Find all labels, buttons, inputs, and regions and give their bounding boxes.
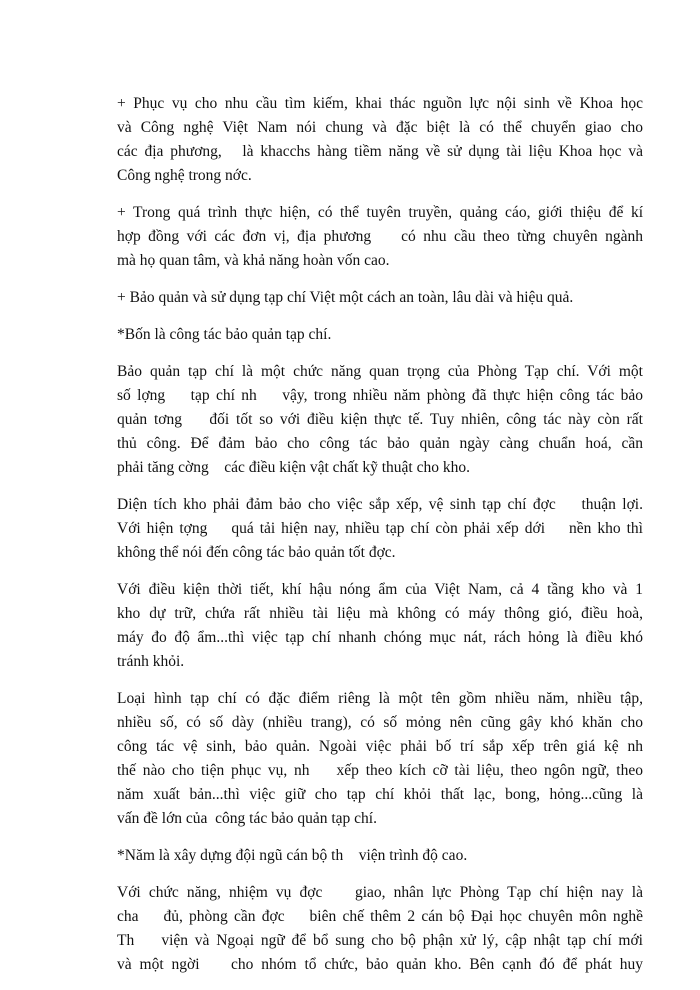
text-line: máy đo độ ẩm...thì việc tạp chí nhanh chóng mục nát, rách hỏng là điều khó [117, 629, 643, 646]
paragraph [117, 578, 643, 674]
text-line: nhiều số, có số dày (nhiều trang), có số mỏng nên cũng gây khó khăn cho [117, 714, 643, 731]
text-line: phải tăng cờng các điều kiện vật chất kỹ thuật cho kho. [117, 459, 470, 476]
text-line: quản tơng đối tốt so với điều kiện thực tế. Tuy nhiên, công tác này còn rất [117, 411, 643, 428]
text-line: và Công nghệ Việt Nam nói chung và đặc biệt là có thể chuyển giao cho [117, 119, 643, 136]
text-line: Diện tích kho phải đảm bảo cho việc sắp xếp, vệ sinh tạp chí đợc thuận lợi. [117, 496, 643, 513]
paragraph [117, 323, 643, 347]
text-line: hợp đồng với các đơn vị, địa phương có nhu cầu theo từng chuyên ngành [117, 228, 643, 245]
paragraph [117, 201, 643, 273]
text-line: các địa phương, là khacchs hàng tiềm năng về sử dụng tài liệu Khoa học và [117, 143, 643, 160]
text-line: Th viện và Ngoại ngữ để bổ sung cho bộ phận xử lý, cập nhật tạp chí mới [117, 932, 643, 949]
text-line: thủ công. Để đảm bảo cho công tác bảo quản ngày càng chuẩn hoá, cần [117, 435, 643, 452]
paragraph [117, 92, 643, 188]
text-line: + Phục vụ cho nhu cầu tìm kiếm, khai thác nguồn lực nội sinh về Khoa học [117, 95, 643, 112]
document-body [117, 92, 643, 990]
paragraph [117, 360, 643, 480]
text-line: tránh khỏi. [117, 653, 185, 670]
text-line: *Bốn là công tác bảo quản tạp chí. [117, 326, 332, 343]
text-line: vấn đề lớn của công tác bảo quản tạp chí. [117, 810, 377, 827]
text-line: + Trong quá trình thực hiện, có thể tuyên truyền, quảng cáo, giới thiệu để kí [117, 204, 643, 221]
text-line: Bảo quản tạp chí là một chức năng quan trọng của Phòng Tạp chí. Với một [117, 363, 643, 380]
text-line: năm xuất bản...thì việc giữ cho tạp chí khỏi thất lạc, bong, hỏng...cũng là [117, 786, 643, 803]
paragraph [117, 844, 643, 868]
paragraph [117, 881, 643, 977]
paragraph [117, 493, 643, 565]
text-line: không thể nói đến công tác bảo quản tốt đợc. [117, 544, 396, 561]
text-line: Với chức năng, nhiệm vụ đợc giao, nhân lực Phòng Tạp chí hiện nay là [117, 884, 643, 901]
text-line: và một ngời cho nhóm tổ chức, bảo quản kho. Bên cạnh đó để phát huy [117, 956, 643, 973]
paragraph [117, 286, 643, 310]
text-line: Với điều kiện thời tiết, khí hậu nóng ẩm của Việt Nam, cả 4 tầng kho và 1 [117, 581, 643, 598]
text-line: công tác vệ sinh, bảo quản. Ngoài việc phải bố trí sắp xếp trên giá kệ nh [117, 738, 643, 755]
paragraph [117, 687, 643, 831]
text-line: số lợng tạp chí nh vậy, trong nhiều năm phòng đã thực hiện công tác bảo [117, 387, 643, 404]
text-line: Loại hình tạp chí có đặc điểm riêng là một tên gồm nhiều năm, nhiều tập, [117, 690, 643, 707]
text-line: mà họ quan tâm, và khả năng hoàn vốn cao. [117, 252, 390, 269]
text-line: Công nghệ trong nớc. [117, 167, 252, 184]
text-line: cha đủ, phòng cần đợc biên chế thêm 2 cán bộ Đại học chuyên môn nghề [117, 908, 643, 925]
text-line: kho dự trữ, chứa rất nhiều tài liệu mà không có máy thông gió, điều hoà, [117, 605, 643, 622]
text-line: thế nào cho tiện phục vụ, nh xếp theo kích cỡ tài liệu, theo ngôn ngữ, theo [117, 762, 643, 779]
text-line: + Bảo quản và sử dụng tạp chí Việt một cách an toàn, lâu dài và hiệu quả. [117, 289, 574, 306]
text-line: *Năm là xây dựng đội ngũ cán bộ th viện trình độ cao. [117, 847, 468, 864]
text-line: Với hiện tợng quá tải hiện nay, nhiều tạp chí còn phải xếp dới nền kho thì [117, 520, 643, 537]
